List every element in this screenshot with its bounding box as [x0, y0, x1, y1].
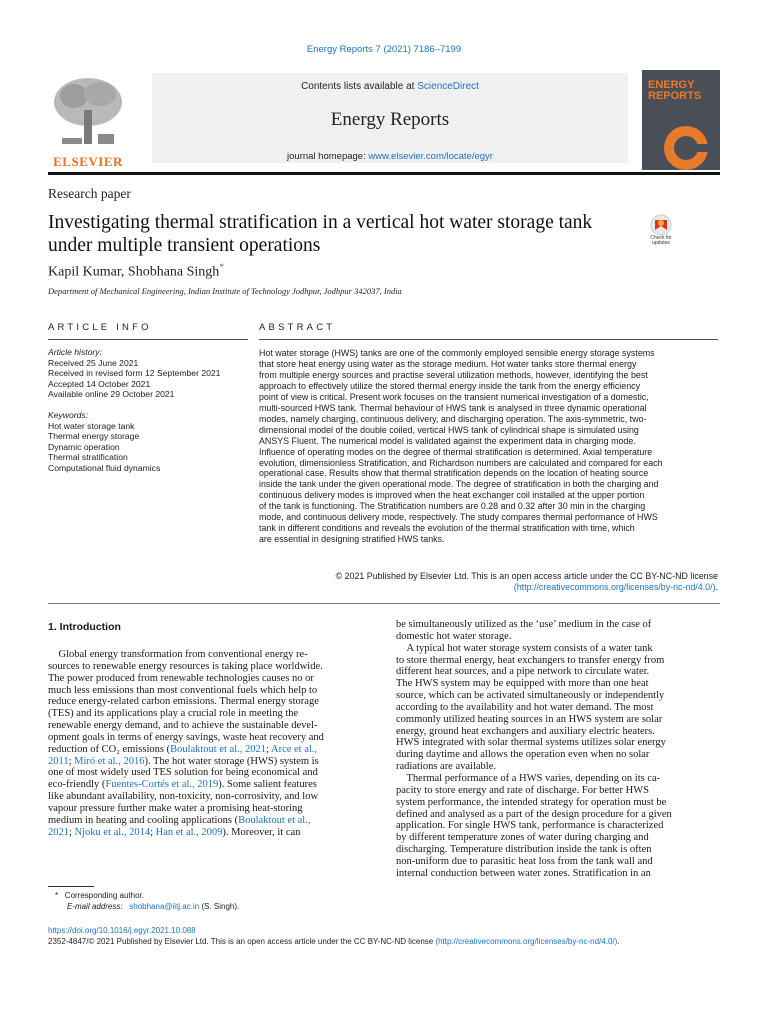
body-line: [48, 649, 372, 661]
body-line: [48, 779, 372, 791]
badge-text: [644, 236, 678, 246]
citation-link[interactable]: Miró et al., 2016: [74, 755, 145, 767]
body-line: [396, 726, 720, 738]
body-line: [48, 673, 372, 685]
body-text: Thermal performance of a HWS varies, depending on its ca-: [396, 772, 661, 784]
article-type: Research paper: [48, 186, 131, 201]
authors: [48, 262, 224, 281]
body-text: medium in heating and cooling applications (: [48, 814, 239, 826]
body-text: discharging. Temperature distribution inside the tank is often: [396, 844, 652, 856]
abstract-line: mode, and continuous delivery mode, respectively. The study compares thermal performance of HWS: [259, 512, 658, 523]
body-text: to store thermal energy, heat exchangers to transfer energy from: [396, 654, 665, 666]
body-text: ). Moreover, it can: [222, 826, 301, 838]
body-line: [396, 785, 720, 797]
elsevier-tree-logo: [48, 74, 128, 169]
section-heading-introduction: 1. Introduction: [48, 621, 121, 633]
body-text: one of most widely used TES solution for being economical and: [48, 767, 318, 779]
tree-icon: [48, 74, 128, 152]
abstract-line: approach to effectively utilize the stored thermal energy inside the tank from the energy efficiency: [259, 380, 641, 391]
issn-text: 2352-4847/© 2021 Published by Elsevier Ltd. This is an open access article under the CC BY-NC-ND license: [48, 937, 436, 946]
abstract-line: from multiple energy sources and practise several utilization methods, however, identifying the best: [259, 369, 648, 380]
contents-prefix: Contents lists available at: [301, 81, 418, 92]
body-text: (TES) and its applications play a crucial role in meeting the: [48, 708, 299, 720]
corresponding-author: Corresponding author.: [64, 891, 144, 900]
keywords-label: Keywords:: [48, 409, 89, 420]
body-text: ). Some salient features: [218, 779, 317, 791]
email-label: E-mail address:: [67, 902, 123, 911]
license-end: .: [715, 582, 718, 592]
citation-link[interactable]: Fuentes-Cortés et al., 2019: [105, 779, 219, 791]
body-line: [396, 714, 720, 726]
body-line: [396, 868, 720, 880]
body-line: [396, 666, 720, 678]
body-line: [48, 791, 372, 803]
abstract-line: inside the tank under the given operational mode. The degree of stratification in both the charging and: [259, 479, 659, 490]
body-text: pacity to store energy and rate of discharge. For better HWS: [396, 784, 649, 796]
abstract-line: tank in different conditions and reveals the evolution of the thermal stratification with time, which: [259, 523, 635, 534]
body-line: [396, 631, 720, 643]
bottom-license-link[interactable]: (http://creativecommons.org/licenses/by-nc-nd/4.0/): [435, 937, 618, 946]
abstract-line: multi-sourced HWS tank. Thermal behaviour of HWS tank is analysed in three dynamic operational: [259, 402, 647, 413]
sciencedirect-link[interactable]: ScienceDirect: [417, 81, 479, 92]
journal-cover-thumbnail[interactable]: [642, 70, 720, 170]
footnote: [55, 890, 239, 912]
body-text: non-uniform due to parasitic heat loss from the tank wall and: [396, 855, 653, 867]
body-text: ;: [69, 826, 75, 838]
body-line: [48, 696, 372, 708]
cover-title-line-2: REPORTS: [648, 90, 702, 102]
abstract-heading: ABSTRACT: [259, 322, 336, 333]
body-line: [396, 655, 720, 667]
history-item: Received 25 June 2021: [48, 357, 139, 368]
body-text: renewable energy demand, and to achieve the sustainable devel-: [48, 720, 318, 732]
history-label: Article history:: [48, 347, 102, 357]
article-info: [48, 347, 248, 474]
body-line: [396, 643, 720, 655]
keyword-item: Dynamic operation: [48, 441, 120, 452]
body-line: [396, 702, 720, 714]
body-line: [396, 773, 720, 785]
abstract-line: dimensional model of the double coiled, vertical HWS tank of cylindrical shape is simulated using: [259, 424, 639, 435]
abstract-line: ANSYS Fluent. The numerical model is validated against the experiment data in charging mode.: [259, 435, 636, 446]
body-line: [396, 690, 720, 702]
keyword-item: Thermal energy storage: [48, 431, 140, 442]
body-text: ;: [266, 743, 271, 755]
body-text: much less emissions than most conventional fuels which help to: [48, 684, 318, 696]
contents-line: [152, 81, 628, 92]
body-left-column: [48, 649, 372, 839]
badge-line-1: Check for: [650, 235, 672, 241]
body-text: different heat sources, and a pipe network to circulate water.: [396, 666, 650, 678]
journal-header: [48, 70, 720, 170]
history-item: Received in revised form 12 September 2021: [48, 368, 221, 379]
check-for-updates-badge[interactable]: [644, 214, 678, 252]
bottom-end: .: [617, 937, 620, 946]
doi-link[interactable]: https://doi.org/10.1016/j.egyr.2021.10.088: [48, 926, 196, 935]
citation-link[interactable]: Njoku et al., 2014: [74, 826, 151, 838]
body-line: [396, 832, 720, 844]
affiliation: Department of Mechanical Engineering, Indian Institute of Technology Jodhpur, Jodhpur 342037, India: [48, 286, 402, 296]
abstract-bottom-rule: [48, 603, 720, 604]
body-line: [48, 744, 372, 756]
copyright-text: © 2021 Published by Elsevier Ltd. This is an open access article under the CC BY-NC-ND license: [335, 571, 718, 581]
copyright-line: [259, 571, 718, 593]
body-text: source, which can be activated simultaneously or independently: [396, 690, 665, 702]
keywords-list: [48, 421, 248, 474]
history-item: Accepted 14 October 2021: [48, 378, 151, 389]
body-text: HWS integrated with solar thermal systems utilizes solar energy: [396, 737, 666, 749]
citation-link[interactable]: 2021: [48, 826, 69, 838]
body-line: [396, 820, 720, 832]
body-text: Global energy transformation from conventional energy re-: [48, 649, 308, 660]
history-item: Available online 29 October 2021: [48, 389, 175, 400]
citation-link[interactable]: Boulaktout et al.,: [238, 814, 311, 826]
author-names: Kapil Kumar, Shobhana Singh: [48, 264, 220, 280]
elsevier-wordmark: ELSEVIER: [53, 154, 123, 169]
history-list: [48, 358, 248, 400]
body-line: [48, 708, 372, 720]
body-text: eco-friendly (: [48, 779, 106, 791]
body-line: [48, 756, 372, 768]
body-text: reduction of CO₂ emissions (: [48, 743, 171, 755]
abstract-body: [259, 348, 718, 545]
body-line: [396, 844, 720, 856]
abstract-line: that store heat energy using water as the storage medium. Hot water tanks store thermal energy: [259, 358, 637, 369]
footnote-rule: [48, 886, 94, 887]
body-text: opment goals in terms of energy savings, waste heat recovery and: [48, 731, 324, 743]
abstract-line: Influence of operating modes on the degree of thermal stratification is determined. Axial temperature: [259, 446, 653, 457]
body-text: according to the availability and hot water demand. The most: [396, 701, 654, 713]
author-mark[interactable]: *: [219, 262, 224, 272]
body-line: [48, 803, 372, 815]
body-text: defined and analysed as a part of the design procedure for a given: [396, 808, 672, 820]
body-line: [396, 856, 720, 868]
article-info-heading: ARTICLE INFO: [48, 322, 152, 333]
keyword-item: Computational fluid dynamics: [48, 462, 161, 473]
journal-name: Energy Reports: [330, 109, 450, 130]
body-text: A typical hot water storage system consists of a water tank: [396, 642, 653, 654]
article-title: Investigating thermal stratification in a vertical hot water storage tank under multiple transient operations: [48, 212, 593, 256]
body-line: [48, 767, 372, 779]
journal-reference[interactable]: Energy Reports 7 (2021) 7186–7199: [306, 44, 462, 55]
body-text: reduce energy-related carbon emissions. Thermal energy storage: [48, 696, 319, 708]
body-line: [48, 827, 372, 839]
body-text: system performance, the intended strategy for operation must be: [396, 796, 667, 808]
body-text: sources to renewable energy resources is taking place worldwide.: [48, 660, 323, 672]
body-text: energy, ground heat exchangers and auxiliary electric heaters.: [396, 725, 655, 737]
body-line: [396, 797, 720, 809]
body-right-column: [396, 619, 720, 880]
body-text: radiations are available.: [396, 761, 496, 773]
journal-title-panel: [152, 73, 628, 163]
body-text: domestic hot water storage.: [396, 630, 512, 642]
citation-link[interactable]: 2011: [48, 755, 69, 767]
homepage-prefix: journal homepage:: [287, 151, 369, 162]
abstract-line: of the tank is functioning. The Stratification numbers are 0.28 and 0.32 after 30 min in the charging: [259, 501, 646, 512]
email-suffix: (S. Singh).: [201, 902, 240, 911]
body-line: [396, 737, 720, 749]
keyword-item: Thermal stratification: [48, 452, 128, 463]
body-line: [396, 749, 720, 761]
footnote-mark: *: [55, 891, 59, 900]
body-text: internal conduction between water zones. Stratification in an: [396, 867, 651, 879]
body-text: The HWS system may be equipped with more than one heat: [396, 678, 649, 690]
keyword-item: Hot water storage tank: [48, 420, 135, 431]
body-text: during daytime and allows the operation even when no solar: [396, 749, 650, 761]
body-line: [396, 809, 720, 821]
body-text: by different temperature zones of water during charging and: [396, 832, 649, 844]
citation-link[interactable]: Han et al., 2009: [155, 826, 223, 838]
citation-link[interactable]: Arce et al.,: [270, 743, 318, 755]
body-text: like abundant availability, non-toxicity, non-corrosivity, and low: [48, 791, 319, 803]
abstract-line: modes, namely charging, continuous delivery, and discharging operation. The axis-symmetric, two-: [259, 413, 647, 424]
abstract-line: are essential in designing stratified HWS tanks.: [259, 534, 445, 545]
citation-link[interactable]: Boulaktout et al., 2021: [170, 743, 267, 755]
abstract-line: continuous delivery modes is improved when the heat exchanger coil installed at the upper portion: [259, 490, 645, 501]
body-line: [48, 732, 372, 744]
info-divider: [48, 339, 248, 340]
abstract-divider: [259, 339, 718, 340]
cover-title-line-1: ENERGY: [648, 79, 695, 91]
body-text: application. For single HWS tank, performance is characterized: [396, 820, 664, 832]
body-line: [396, 678, 720, 690]
body-text: The power produced from renewable technologies causes no or: [48, 672, 314, 684]
body-line: [48, 720, 372, 732]
body-line: [48, 685, 372, 697]
body-text: ;: [150, 826, 156, 838]
email-link[interactable]: shobhana@iitj.ac.in: [129, 902, 200, 911]
body-text: commonly utilized heating sources in an HWS system are solar: [396, 713, 663, 725]
homepage-line: [152, 151, 628, 162]
body-text: ;: [68, 755, 75, 767]
homepage-link[interactable]: www.elsevier.com/locate/egyr: [368, 151, 493, 162]
bottom-info: [48, 925, 620, 947]
body-text: be simultaneously utilized as the ‘use’ medium in the case of: [396, 619, 652, 630]
body-line: [396, 619, 720, 631]
body-line: [48, 815, 372, 827]
abstract-license-link[interactable]: (http://creativecommons.org/licenses/by-nc-nd/4.0/): [513, 582, 716, 592]
abstract-line: Hot water storage (HWS) tanks are one of the commonly employed sensible energy storage systems: [259, 348, 655, 358]
abstract-line: operational case. Results show that thermal stratification depends on the location of heating source: [259, 468, 649, 479]
cover-art-icon: [642, 70, 720, 170]
check-updates-icon: [644, 214, 678, 236]
badge-line-2: updates: [652, 240, 670, 246]
body-text: ). The hot water storage (HWS) system is: [144, 755, 319, 767]
body-line: [396, 761, 720, 773]
body-line: [48, 661, 372, 673]
header-rule: [48, 172, 720, 175]
abstract-line: point of view is critical. Present work focuses on the transient numerical investigation of a domestic,: [259, 391, 649, 402]
abstract-line: evolution, dimensionless Stratification, and Richardson numbers are calculated and compared for each: [259, 457, 663, 468]
body-text: vapour pressure further make water a promising heat-storing: [48, 802, 303, 814]
